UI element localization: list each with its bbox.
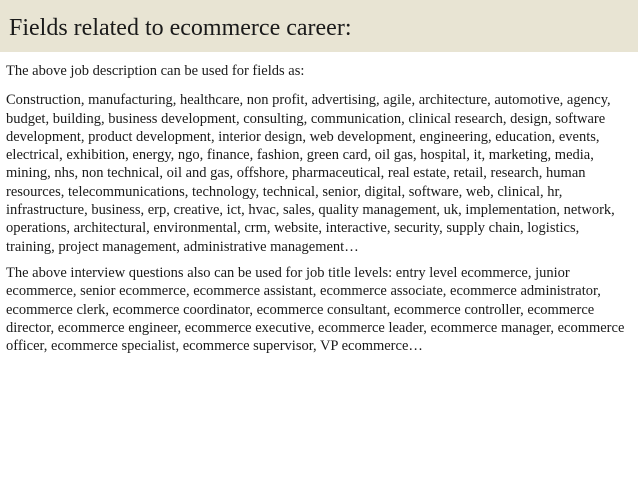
page-title: Fields related to ecommerce career: [9, 15, 352, 41]
fields-paragraph: Construction, manufacturing, healthcare, non profit, advertising, agile, architecture, automotive, agency, budget, building, business development, consulting, communication, clinical research, design, software development, product development, interior design, web development, engineering, education, events, electrical, exhibition, energy, ngo, finance, fashion, green card, oil gas, hospital, it, marketing, media, mining, nhs, non technical, oil and gas, offshore, pharmaceutical, real estate, retail, research, human resources, telecommunications, technology, technical, senior, digital, software, web, clinical, hr, infrastructure, business, erp, creative, ict, hvac, sales, quality management, uk, implementation, network, operations, architectural, environmental, crm, website, interactive, security, supply chain, logistics, training, project management, administrative management… [6, 92, 615, 255]
job-levels-paragraph: The above interview questions also can be used for job title levels: entry level ecommerce, junior ecommerce, senior ecommerce, ecommerce assistant, ecommerce associate, ecommerce administrator, ecommerce clerk, ecommerce coordinator, ecommerce consultant, ecommerce controller, ecommerce director, ecommerce engineer, ecommerce executive, ecommerce leader, ecommerce manager, ecommerce officer, ecommerce specialist, ecommerce supervisor, VP ecommerce… [6, 264, 625, 355]
title-bar [0, 0, 638, 52]
slide-content [6, 62, 628, 363]
intro-text: The above job description can be used for fields as: [6, 63, 305, 79]
